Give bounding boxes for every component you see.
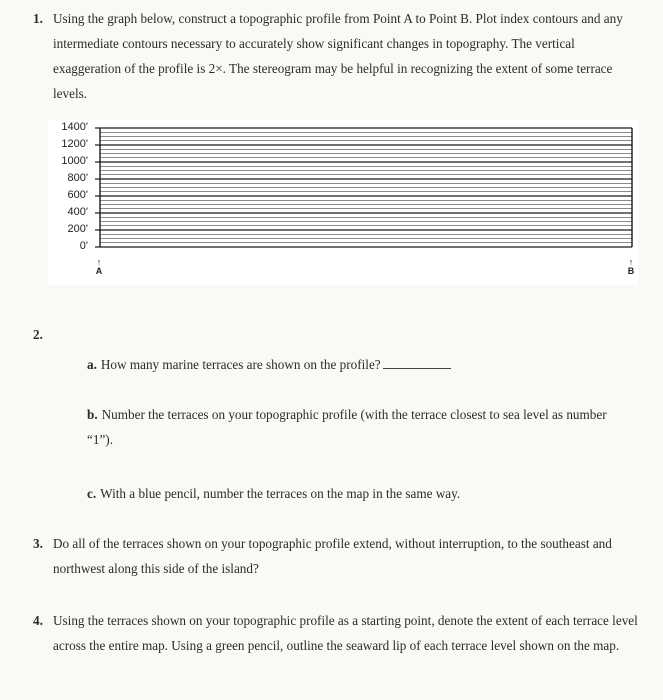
- point-a-arrow: ↑: [96, 257, 102, 267]
- y-label-1000: 1000': [61, 155, 88, 167]
- point-b-marker: [624, 258, 638, 276]
- question-4-text: Using the terraces shown on your topographic profile as a starting point, denote the extent of each terrace level across the entire map. Using a green pencil, outline the seaward lip of each terrace level shown on the map.: [53, 613, 638, 653]
- y-label-0: 0': [79, 240, 88, 252]
- y-label-1400: 1400': [61, 121, 88, 133]
- y-label-1200: 1200': [61, 138, 88, 150]
- y-label-200: 200': [67, 223, 88, 235]
- question-2b-text: Number the terraces on your topographic profile (with the terrace closest to sea level as number “1”).: [87, 407, 607, 447]
- question-2a: [87, 352, 632, 377]
- point-a-label: A: [95, 266, 103, 276]
- point-b-arrow: ↑: [628, 257, 634, 267]
- profile-graph[interactable]: [48, 120, 638, 285]
- y-label-400: 400': [67, 206, 88, 218]
- question-3-number: 3.: [33, 536, 43, 551]
- question-2a-label: a.: [87, 357, 97, 372]
- question-4-number: 4.: [33, 613, 43, 628]
- question-2c: [87, 481, 632, 506]
- point-b-label: B: [627, 266, 635, 276]
- question-2a-text: How many marine terraces are shown on the profile?: [100, 357, 381, 372]
- question-2c-text: With a blue pencil, number the terraces on the map in the same way.: [100, 486, 461, 501]
- question-2-number: 2.: [33, 327, 43, 342]
- question-2c-label: c.: [87, 486, 97, 501]
- profile-grid: [48, 120, 638, 285]
- question-1-number: 1.: [33, 11, 43, 26]
- question-1-text: Using the graph below, construct a topographic profile from Point A to Point B. Plot index contours and any intermediate contours necessary to accurately show significant changes in topography. The vertical exaggeration of the profile is 2×. The stereogram may be helpful in recognizing the extent of some terrace levels.: [53, 11, 623, 101]
- y-label-800: 800': [67, 172, 88, 184]
- y-label-600: 600': [67, 189, 88, 201]
- question-2b-label: b.: [87, 407, 98, 422]
- question-3-text: Do all of the terraces shown on your topographic profile extend, without interruption, to the southeast and northwest along this side of the island?: [53, 536, 612, 576]
- answer-blank[interactable]: [383, 356, 451, 369]
- question-2b: [87, 402, 632, 452]
- point-a-marker: [92, 258, 106, 276]
